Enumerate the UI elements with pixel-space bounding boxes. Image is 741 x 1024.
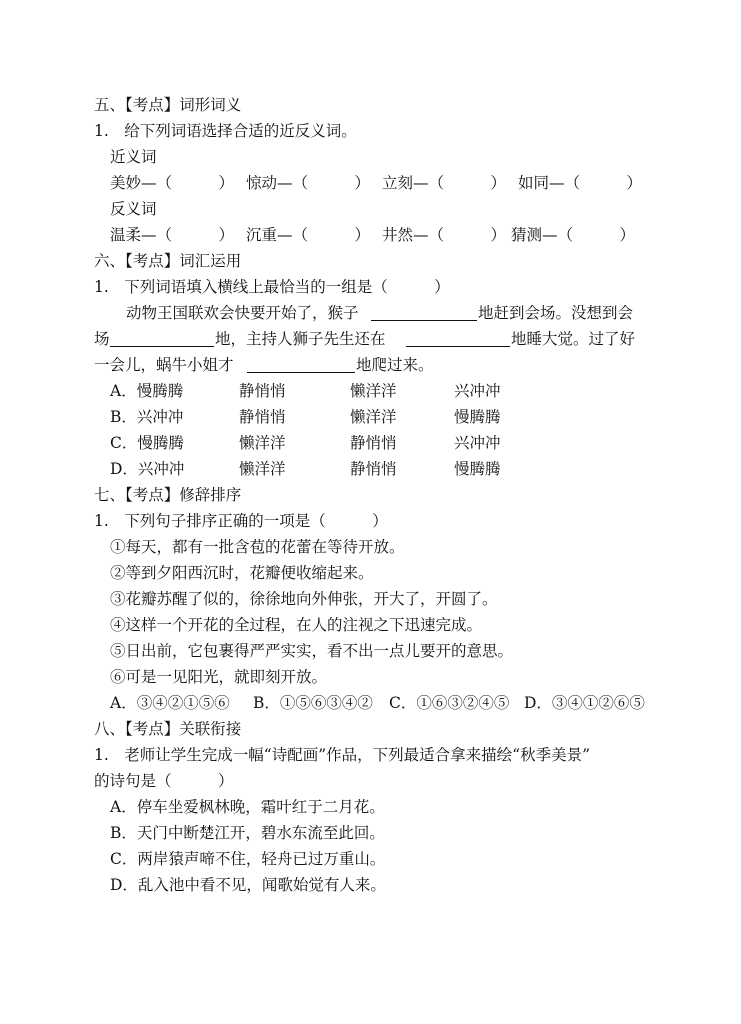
sentence-item: ⑥可是一见阳光，就即刻开放。 — [110, 668, 328, 686]
option-word: 静悄悄 — [350, 434, 397, 452]
section-6-question-1: 1. 下列词语填入横线上最恰当的一组是（ ） — [94, 278, 450, 296]
section-5-question-1: 1. 给下列词语选择合适的近反义词。 — [94, 122, 357, 140]
option-word: 静悄悄 — [239, 408, 286, 426]
option-word: A．慢腾腾 — [110, 382, 184, 400]
poem-option-c[interactable]: C．两岸猿声啼不住，轻舟已过万重山。 — [110, 850, 386, 868]
section-8-question-1-cont: 的诗句是（ ） — [94, 772, 234, 790]
passage-text: 一会儿，蜗牛小姐才 — [94, 356, 234, 374]
antonym-item: 温柔—（ ） — [110, 226, 235, 244]
option-word: D．兴冲冲 — [110, 460, 185, 478]
section-7-heading: 七、【考点】修辞排序 — [94, 486, 242, 504]
sentence-item: ⑤日出前，它包裹得严严实实，看不出一点儿要开的意思。 — [110, 642, 514, 660]
fill-blank-2[interactable] — [110, 329, 214, 347]
antonym-item: 井然—（ ） — [382, 226, 507, 244]
order-option-c[interactable]: C．①⑥③②④⑤ — [389, 694, 510, 712]
antonym-item: 猜测—（ ） — [511, 226, 636, 244]
synonym-item: 如同—（ ） — [518, 174, 643, 192]
option-word: 静悄悄 — [350, 460, 397, 478]
passage-line-1 — [0, 303, 741, 323]
option-row-c[interactable] — [0, 433, 741, 453]
antonym-item: 沉重—（ ） — [246, 226, 371, 244]
fill-blank-1[interactable] — [371, 303, 477, 321]
passage-text: 场 — [94, 330, 110, 348]
option-word: 懒洋洋 — [239, 434, 286, 452]
order-option-b[interactable]: B．①⑤⑥③④② — [253, 694, 373, 712]
section-8-question-1: 1. 老师让学生完成一幅“诗配画”作品，下列最适合拿来描绘“秋季美景” — [94, 746, 590, 764]
option-word: 懒洋洋 — [350, 408, 397, 426]
option-word: 兴冲冲 — [454, 434, 501, 452]
section-7-question-1: 1. 下列句子排序正确的一项是（ ） — [94, 512, 388, 530]
passage-text: 地睡大觉。过了好 — [511, 330, 636, 348]
section-6-heading: 六、【考点】词汇运用 — [94, 252, 242, 270]
option-word: 兴冲冲 — [454, 382, 501, 400]
passage-text: 地，主持人狮子先生还在 — [215, 330, 386, 348]
order-option-a[interactable]: A．③④②①⑤⑥ — [110, 694, 230, 712]
synonym-item: 美妙—（ ） — [110, 174, 235, 192]
option-word: 懒洋洋 — [350, 382, 397, 400]
section-8-heading: 八、【考点】关联衔接 — [94, 720, 242, 738]
passage-text: 动物王国联欢会快要开始了，猴子 — [126, 304, 359, 322]
order-options-row — [0, 693, 741, 713]
synonym-item: 立刻—（ ） — [382, 174, 507, 192]
sentence-item: ①每天，都有一批含苞的花蕾在等待开放。 — [110, 538, 405, 556]
antonym-row — [0, 225, 741, 245]
passage-line-2 — [0, 329, 741, 349]
passage-text: 地爬过来。 — [356, 356, 434, 374]
passage-line-3 — [0, 355, 741, 375]
sentence-item: ②等到夕阳西沉时，花瓣便收缩起来。 — [110, 564, 374, 582]
option-word: 慢腾腾 — [454, 460, 501, 478]
sentence-item: ③花瓣苏醒了似的，徐徐地向外伸张，开大了，开圆了。 — [110, 590, 498, 608]
synonym-label: 近义词 — [110, 148, 157, 166]
sentence-item: ④这样一个开花的全过程，在人的注视之下迅速完成。 — [110, 616, 483, 634]
poem-option-d[interactable]: D．乱入池中看不见，闻歌始觉有人来。 — [110, 876, 386, 894]
order-option-d[interactable]: D．③④①②⑥⑤ — [524, 694, 645, 712]
option-row-a[interactable] — [0, 381, 741, 401]
synonym-item: 惊动—（ ） — [246, 174, 371, 192]
synonym-row — [0, 173, 741, 193]
option-word: C．慢腾腾 — [110, 434, 184, 452]
option-word: 懒洋洋 — [239, 460, 286, 478]
option-word: B．兴冲冲 — [110, 408, 184, 426]
antonym-label: 反义词 — [110, 200, 157, 218]
fill-blank-4[interactable] — [247, 355, 355, 373]
poem-option-a[interactable]: A．停车坐爱枫林晚，霜叶红于二月花。 — [110, 798, 385, 816]
option-row-b[interactable] — [0, 407, 741, 427]
option-word: 慢腾腾 — [454, 408, 501, 426]
option-row-d[interactable] — [0, 459, 741, 479]
fill-blank-3[interactable] — [406, 329, 510, 347]
poem-option-b[interactable]: B．天门中断楚江开，碧水东流至此回。 — [110, 824, 385, 842]
section-5-heading: 五、【考点】词形词义 — [94, 96, 242, 114]
passage-text: 地赶到会场。没想到会 — [478, 304, 634, 322]
option-word: 静悄悄 — [239, 382, 286, 400]
